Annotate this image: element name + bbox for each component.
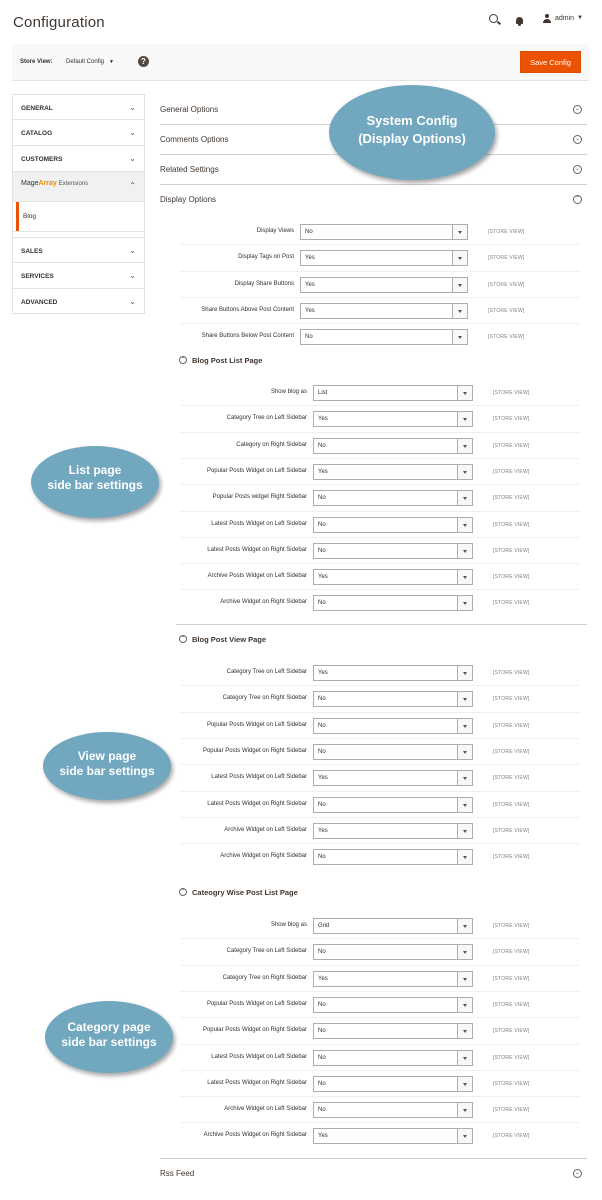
callout-system-config: System Config (Display Options) <box>329 85 495 180</box>
sidebar-item-general[interactable]: GENERAL ⌄ <box>13 94 144 120</box>
field-select-value: No <box>305 334 313 341</box>
dropdown-arrow-icon[interactable] <box>452 225 467 239</box>
dropdown-arrow-icon[interactable] <box>452 304 467 318</box>
field-select-value: No <box>318 722 326 729</box>
section-display-options[interactable]: Display Options ⌃ <box>160 195 581 204</box>
field-select[interactable] <box>313 595 473 611</box>
field-label: Popular Posts Widget on Left Sidebar <box>206 1000 307 1007</box>
row-separator <box>180 938 580 939</box>
field-label: Popular Posts Widget on Left Sidebar <box>206 721 307 728</box>
scope-label: [STORE VIEW] <box>493 670 530 676</box>
field-select[interactable] <box>313 770 473 786</box>
scope-label: [STORE VIEW] <box>488 229 525 235</box>
admin-username[interactable]: admin <box>555 15 575 22</box>
dropdown-arrow-icon[interactable] <box>457 439 472 453</box>
row-separator <box>180 1044 580 1045</box>
row-separator <box>180 244 580 245</box>
field-select[interactable] <box>313 691 473 707</box>
field-label: Latest Posts Widget on Right Sidebar <box>207 800 307 807</box>
collapse-icon[interactable]: ⌃ <box>180 357 186 363</box>
field-select-value: No <box>318 1001 326 1008</box>
field-select[interactable] <box>313 1076 473 1092</box>
row-separator <box>180 1122 580 1123</box>
field-select[interactable] <box>313 411 473 427</box>
dropdown-arrow-icon[interactable] <box>457 771 472 785</box>
field-select-value: No <box>318 495 326 502</box>
scope-label: [STORE VIEW] <box>493 600 530 607</box>
section-rss-feed[interactable]: Rss Feed ⌄ <box>160 1158 587 1188</box>
dropdown-arrow-icon[interactable] <box>457 1077 472 1091</box>
section-related-settings[interactable]: Related Settings ⌄ <box>160 155 587 185</box>
dropdown-arrow-icon[interactable] <box>452 251 467 265</box>
chevron-up-icon: ⌃ <box>129 181 136 190</box>
field-label: Display Tags on Post <box>238 254 294 261</box>
field-select-value: Grid <box>318 923 330 929</box>
field-select-value: No <box>318 801 326 808</box>
field-label: Latest Posts Widget on Left Sidebar <box>211 520 307 527</box>
field-label: Archive Widget on Left Sidebar <box>224 826 307 833</box>
scope-label: [STORE VIEW] <box>493 923 530 929</box>
row-separator <box>180 738 580 739</box>
callout-list-page: List page side bar settings <box>31 446 159 518</box>
field-select[interactable] <box>313 1050 473 1066</box>
collapse-icon[interactable]: ⌃ <box>180 636 186 642</box>
field-label: Display Views <box>256 228 294 234</box>
field-label: Category Tree on Right Sidebar <box>222 695 307 702</box>
field-select-value: Yes <box>318 416 328 423</box>
help-icon[interactable]: ? <box>138 56 149 67</box>
field-label: Popular Posts Widget on Left Sidebar <box>206 467 307 474</box>
scope-label: [STORE VIEW] <box>493 468 530 475</box>
chevron-down-icon: ⌄ <box>129 154 136 163</box>
field-select-value: No <box>318 1054 326 1061</box>
chevron-down-icon: ⌄ <box>129 103 136 112</box>
user-menu-caret-icon[interactable]: ▼ <box>577 15 583 21</box>
row-separator <box>180 405 580 406</box>
field-label: Popular Posts Widget on Right Sidebar <box>202 1027 307 1034</box>
expand-icon: ⌄ <box>574 136 581 142</box>
field-select-value: Yes <box>318 975 328 982</box>
field-select[interactable] <box>313 718 473 734</box>
dropdown-arrow-icon[interactable] <box>457 745 472 759</box>
row-separator <box>180 991 580 992</box>
field-select-value: No <box>305 229 313 235</box>
chevron-down-icon: ⌄ <box>129 297 136 306</box>
scope-label: [STORE VIEW] <box>493 949 530 956</box>
field-select-value: Yes <box>305 255 315 262</box>
field-select-value: Yes <box>318 775 328 782</box>
field-select-value: Yes <box>318 1133 328 1140</box>
sidebar-item-customers[interactable]: CUSTOMERS ⌄ <box>13 146 144 172</box>
field-label: Share Buttons Below Post Content <box>201 333 294 340</box>
row-separator <box>180 323 580 324</box>
collapse-icon: ⌃ <box>574 196 581 202</box>
field-label: Category Tree on Right Sidebar <box>222 974 307 981</box>
row-separator <box>180 965 580 966</box>
scope-label: [STORE VIEW] <box>493 696 530 703</box>
field-label: Show blog as <box>270 389 307 395</box>
dropdown-arrow-icon[interactable] <box>457 1103 472 1117</box>
field-select[interactable] <box>313 490 473 506</box>
field-label: Latest Posts Widget on Left Sidebar <box>211 774 307 781</box>
field-select[interactable] <box>313 1023 473 1039</box>
row-separator <box>180 589 580 590</box>
scope-label: [STORE VIEW] <box>493 442 530 449</box>
store-view-caret-icon[interactable]: ▼ <box>109 59 114 65</box>
dropdown-arrow-icon[interactable] <box>457 544 472 558</box>
scope-label: [STORE VIEW] <box>493 574 530 581</box>
field-select-value: No <box>318 748 326 755</box>
field-label: Popular Posts widget Right Sidebar <box>212 494 307 501</box>
row-separator <box>180 791 580 792</box>
callout-view-page: View page side bar settings <box>43 732 171 800</box>
field-select[interactable] <box>300 329 468 345</box>
section-comments-options[interactable]: Comments Options ⌄ <box>160 125 587 155</box>
field-select-value: Yes <box>318 670 328 676</box>
row-separator <box>180 1070 580 1071</box>
row-separator <box>180 297 580 298</box>
scope-label: [STORE VIEW] <box>493 521 530 528</box>
scope-label: [STORE VIEW] <box>493 416 530 423</box>
field-select-value: No <box>318 854 326 861</box>
field-select-value: No <box>318 521 326 528</box>
field-select[interactable] <box>313 569 473 585</box>
expand-icon: ⌄ <box>574 106 581 112</box>
dropdown-arrow-icon[interactable] <box>457 1051 472 1065</box>
scope-label: [STORE VIEW] <box>493 1133 530 1140</box>
field-select-value: List <box>318 390 328 396</box>
sidebar-item-sales[interactable]: SALES ⌄ <box>13 237 144 263</box>
chevron-down-icon: ⌄ <box>129 128 136 137</box>
scope-label: [STORE VIEW] <box>493 547 530 554</box>
row-separator <box>180 685 580 686</box>
field-label: Category Tree on Left Sidebar <box>226 415 307 422</box>
field-select-value: Yes <box>305 281 315 288</box>
field-select-value: Yes <box>318 574 328 581</box>
field-select[interactable] <box>313 849 473 865</box>
dropdown-arrow-icon[interactable] <box>452 330 467 344</box>
field-select[interactable] <box>313 971 473 987</box>
dropdown-arrow-icon[interactable] <box>457 919 472 933</box>
field-label: Latest Posts Widget on Right Sidebar <box>207 1079 307 1086</box>
scope-label: [STORE VIEW] <box>493 1054 530 1061</box>
view-page-heading[interactable]: Blog Post View Page <box>192 635 267 644</box>
row-separator <box>180 817 580 818</box>
field-select-value: No <box>318 1080 326 1087</box>
dropdown-arrow-icon[interactable] <box>457 570 472 584</box>
field-label: Display Share Buttons <box>234 280 294 287</box>
field-select[interactable] <box>313 1128 473 1144</box>
row-separator <box>180 271 580 272</box>
scope-label: [STORE VIEW] <box>488 307 525 314</box>
notifications-icon[interactable] <box>516 14 523 26</box>
field-label: Show blog as <box>270 922 307 928</box>
scope-label: [STORE VIEW] <box>488 281 525 288</box>
field-select[interactable] <box>313 464 473 480</box>
scope-label: [STORE VIEW] <box>493 748 530 755</box>
scope-label: [STORE VIEW] <box>493 775 530 782</box>
field-select[interactable] <box>313 438 473 454</box>
collapse-icon[interactable]: ⌃ <box>180 889 186 895</box>
category-page-heading[interactable]: Cateogry Wise Post List Page <box>192 888 298 897</box>
field-select[interactable] <box>313 517 473 533</box>
field-label: Archive Widget on Right Sidebar <box>220 853 307 860</box>
scope-label: [STORE VIEW] <box>493 390 530 396</box>
row-separator <box>180 712 580 713</box>
field-select-value: No <box>318 1107 326 1114</box>
row-separator <box>180 764 580 765</box>
row-separator <box>180 511 580 512</box>
row-separator <box>180 432 580 433</box>
dropdown-arrow-icon[interactable] <box>457 596 472 610</box>
page-title: Configuration <box>13 14 105 31</box>
field-select[interactable] <box>313 823 473 839</box>
dropdown-arrow-icon[interactable] <box>457 491 472 505</box>
field-label: Share Buttons Above Post Content <box>201 306 294 313</box>
divider <box>176 624 587 625</box>
dropdown-arrow-icon[interactable] <box>457 692 472 706</box>
dropdown-arrow-icon[interactable] <box>457 386 472 400</box>
scope-label: [STORE VIEW] <box>493 827 530 834</box>
field-select-value: No <box>318 600 326 607</box>
field-select[interactable] <box>313 665 473 681</box>
row-separator <box>180 1096 580 1097</box>
dropdown-arrow-icon[interactable] <box>457 465 472 479</box>
field-select-value: No <box>318 547 326 554</box>
list-page-heading[interactable]: Blog Post List Page <box>192 356 263 365</box>
field-label: Archive Widget on Right Sidebar <box>220 599 307 606</box>
dropdown-arrow-icon[interactable] <box>457 972 472 986</box>
row-separator <box>180 484 580 485</box>
callout-category-page: Category page side bar settings <box>45 1001 173 1073</box>
field-select-value: No <box>318 442 326 449</box>
scope-label: [STORE VIEW] <box>493 495 530 502</box>
config-sidebar <box>12 94 145 314</box>
dropdown-arrow-icon[interactable] <box>457 518 472 532</box>
field-select[interactable] <box>313 918 473 934</box>
field-select[interactable] <box>313 385 473 401</box>
field-label: Latest Posts Widget on Right Sidebar <box>207 546 307 553</box>
row-separator <box>180 537 580 538</box>
field-select-value: Yes <box>305 307 315 314</box>
field-label: Category Tree on Left Sidebar <box>226 669 307 675</box>
field-label: Archive Posts Widget on Right Sidebar <box>203 1132 307 1139</box>
field-select[interactable] <box>313 543 473 559</box>
field-label: Category on Right Sidebar <box>236 441 307 448</box>
sidebar-item-magearray[interactable]: MageArray Extensions ⌃ <box>13 172 144 202</box>
search-icon[interactable] <box>489 14 498 26</box>
field-label: Latest Posts Widget on Left Sidebar <box>211 1053 307 1060</box>
field-select[interactable] <box>300 224 468 240</box>
scope-label: [STORE VIEW] <box>493 854 530 861</box>
scope-label: [STORE VIEW] <box>488 334 525 341</box>
field-select[interactable] <box>313 797 473 813</box>
field-label: Archive Posts Widget on Left Sidebar <box>207 573 307 580</box>
field-select[interactable] <box>300 250 468 266</box>
field-select[interactable] <box>300 277 468 293</box>
sidebar-item-catalog[interactable]: CATALOG ⌄ <box>13 120 144 146</box>
scope-label: [STORE VIEW] <box>493 801 530 808</box>
scope-label: [STORE VIEW] <box>493 975 530 982</box>
dropdown-arrow-icon[interactable] <box>457 719 472 733</box>
dropdown-arrow-icon[interactable] <box>457 824 472 838</box>
scope-label: [STORE VIEW] <box>493 1080 530 1087</box>
scope-label: [STORE VIEW] <box>493 1107 530 1114</box>
field-select[interactable] <box>313 744 473 760</box>
scope-label: [STORE VIEW] <box>488 255 525 262</box>
field-select-value: No <box>318 696 326 703</box>
chevron-down-icon: ⌄ <box>129 271 136 280</box>
field-label: Popular Posts Widget on Right Sidebar <box>202 747 307 754</box>
sidebar-item-advanced[interactable]: ADVANCED ⌄ <box>13 289 144 314</box>
field-select-value: Yes <box>318 827 328 834</box>
field-select-value: No <box>318 949 326 956</box>
dropdown-arrow-icon[interactable] <box>457 945 472 959</box>
field-select[interactable] <box>313 997 473 1013</box>
scope-label: [STORE VIEW] <box>493 1001 530 1008</box>
dropdown-arrow-icon[interactable] <box>457 998 472 1012</box>
store-view-label: Store View: <box>20 59 53 65</box>
field-select[interactable] <box>313 1102 473 1118</box>
field-label: Archive Widget on Left Sidebar <box>224 1106 307 1113</box>
field-select[interactable] <box>313 944 473 960</box>
row-separator <box>180 1017 580 1018</box>
row-separator <box>180 843 580 844</box>
field-label: Category Tree on Left Sidebar <box>226 948 307 955</box>
dropdown-arrow-icon[interactable] <box>457 1129 472 1143</box>
save-config-button[interactable]: Save Config <box>520 51 581 73</box>
scope-label: [STORE VIEW] <box>493 1028 530 1035</box>
dropdown-arrow-icon[interactable] <box>452 278 467 292</box>
user-icon[interactable] <box>542 14 551 26</box>
dropdown-arrow-icon[interactable] <box>457 1024 472 1038</box>
sidebar-item-blog[interactable]: Blog <box>13 202 144 232</box>
section-general-options[interactable]: General Options ⌄ <box>160 95 587 125</box>
dropdown-arrow-icon[interactable] <box>457 850 472 864</box>
field-select-value: No <box>318 1028 326 1035</box>
dropdown-arrow-icon[interactable] <box>457 798 472 812</box>
page-header <box>0 0 602 44</box>
field-select-value: Yes <box>318 468 328 475</box>
dropdown-arrow-icon[interactable] <box>457 666 472 680</box>
row-separator <box>180 458 580 459</box>
row-separator <box>180 563 580 564</box>
dropdown-arrow-icon[interactable] <box>457 412 472 426</box>
expand-icon: ⌄ <box>574 166 581 172</box>
store-view-bar <box>12 44 589 81</box>
scope-label: [STORE VIEW] <box>493 722 530 729</box>
store-view-switcher[interactable]: Default Config <box>66 59 105 65</box>
chevron-down-icon: ⌄ <box>129 246 136 255</box>
field-select[interactable] <box>300 303 468 319</box>
expand-icon: ⌄ <box>574 1170 581 1176</box>
sidebar-item-services[interactable]: SERVICES ⌄ <box>13 263 144 289</box>
